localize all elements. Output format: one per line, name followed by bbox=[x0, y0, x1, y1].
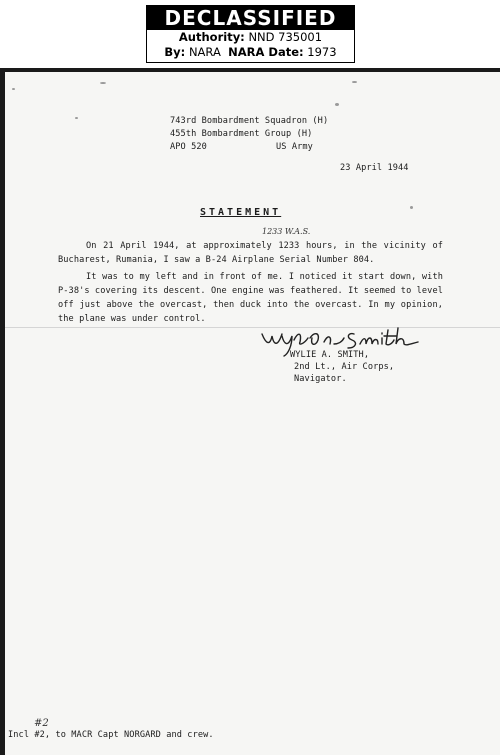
letterhead-apo: APO 520 bbox=[170, 142, 207, 152]
scan-speck bbox=[100, 82, 106, 84]
letterhead-army: US Army bbox=[276, 142, 313, 152]
stamp-title: DECLASSIFIED bbox=[147, 6, 354, 30]
document-page bbox=[5, 72, 500, 755]
signature-name: WYLIE A. SMITH, bbox=[290, 350, 370, 360]
document-title: STATEMENT bbox=[200, 207, 282, 218]
statement-paragraph-1: On 21 April 1944, at approximately 1233 hours, in the vicinity of Bucharest, Rumania, I saw a B-24 Airplane Serial Number 804. bbox=[58, 241, 443, 265]
letterhead-group: 455th Bombardment Group (H) bbox=[170, 129, 313, 139]
scan-speck bbox=[335, 103, 339, 106]
scan-speck bbox=[75, 117, 78, 119]
inclosure-number-handwritten: #2 bbox=[34, 718, 49, 729]
document-date: 23 April 1944 bbox=[340, 163, 409, 173]
handwritten-correction: 1233 W.A.S. bbox=[262, 227, 311, 236]
signature-rank: 2nd Lt., Air Corps, bbox=[294, 362, 395, 372]
scan-speck bbox=[410, 206, 413, 209]
stamp-authority: Authority: NND 735001 bbox=[178, 30, 323, 44]
stamp-by: By: NARA NARA Date: 1973 bbox=[164, 45, 337, 59]
scan-speck bbox=[12, 88, 15, 90]
statement-paragraph-2: It was to my left and in front of me. I noticed it start down, with P-38's covering its descent. One engine was feathered. It seemed to level off just above the overcast, then duck into the overcast. In my opinion, the plane was under control. bbox=[58, 272, 443, 324]
inclosure-note: Incl #2, to MACR Capt NORGARD and crew. bbox=[8, 730, 214, 740]
scan-speck bbox=[352, 81, 357, 83]
letterhead-squadron: 743rd Bombardment Squadron (H) bbox=[170, 116, 329, 126]
signature-role: Navigator. bbox=[294, 374, 347, 384]
declassified-stamp bbox=[146, 5, 355, 63]
